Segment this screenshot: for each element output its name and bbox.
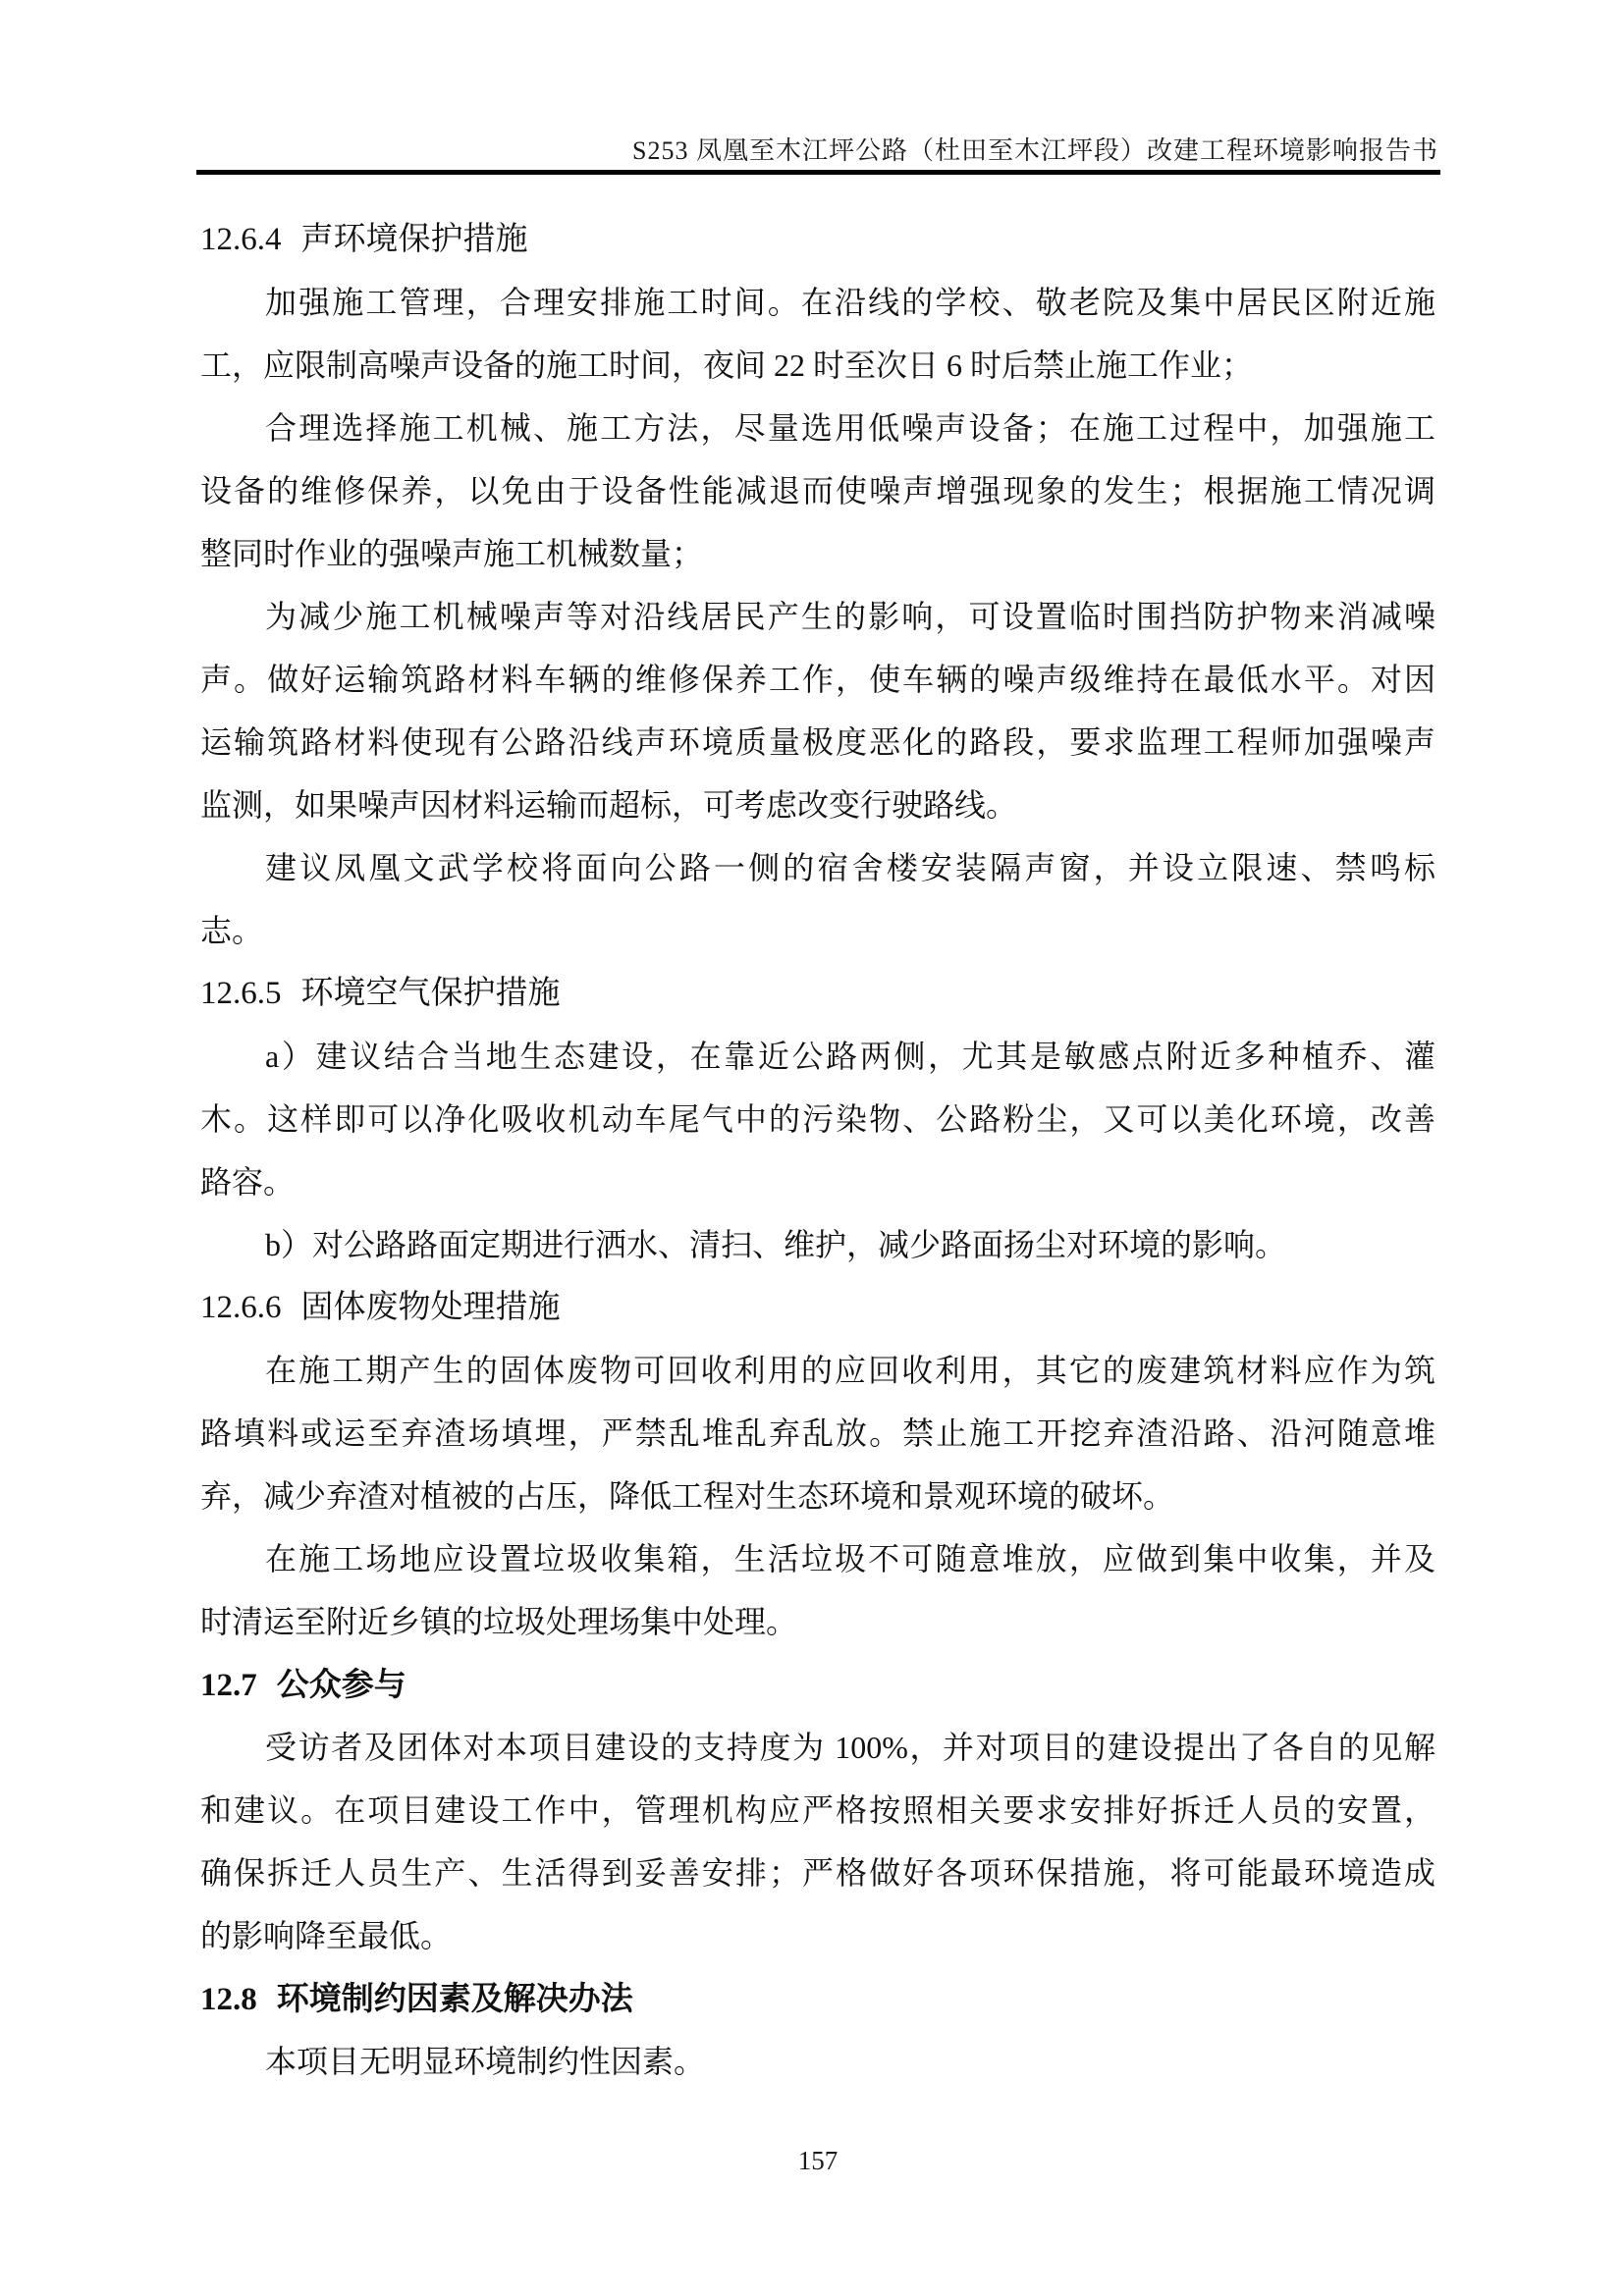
body-line: 受访者及团体对本项目建设的支持度为 100%，并对项目的建设提出了各自的见解	[265, 1730, 1435, 1765]
body-line: 加强施工管理，合理安排施工时间。在沿线的学校、敬老院及集中居民区附近施	[265, 285, 1435, 320]
body-line: 声。做好运输筑路材料车辆的维修保养工作，使车辆的噪声级维持在最低水平。对因	[200, 662, 1435, 697]
section-title: 声环境保护措施	[300, 222, 528, 257]
page-number: 157	[797, 2146, 839, 2175]
body-line: a）建议结合当地生态建设，在靠近公路两侧，尤其是敏感点附近多种植乔、灌	[265, 1039, 1435, 1074]
body-line: 建议凤凰文武学校将面向公路一侧的宿舍楼安装隔声窗，并设立限速、禁鸣标	[265, 850, 1435, 885]
section-title: 公众参与	[276, 1666, 406, 1702]
section-title: 环境制约因素及解决办法	[276, 1980, 633, 2016]
section-number: 12.6.6	[200, 1290, 282, 1325]
body-line: 时清运至附近乡镇的垃圾处理场集中处理。	[200, 1604, 798, 1639]
body-line: 运输筑路材料使现有公路沿线声环境质量极度恶化的路段，要求监理工程师加强噪声	[200, 724, 1435, 760]
body-line: 弃，减少弃渣对植被的占压，降低工程对生态环境和景观环境的破坏。	[200, 1478, 1175, 1514]
heading-12-7	[200, 1653, 1435, 1716]
body-line: 在施工场地应设置垃圾收集箱，生活垃圾不可随意堆放，应做到集中收集，并及	[265, 1541, 1435, 1576]
body-line: 确保拆迁人员生产、生活得到妥善安排；严格做好各项环保措施，将可能最环境造成	[200, 1855, 1435, 1891]
header-title: S253 凤凰至木江坪公路（杜田至木江坪段）改建工程环境影响报告书	[632, 136, 1438, 165]
body-line: 工，应限制高噪声设备的施工时间，夜间 22 时至次日 6 时后禁止施工作业；	[200, 347, 1254, 383]
heading-12-6-5	[200, 962, 1435, 1025]
section-number: 12.6.5	[200, 976, 282, 1011]
body-line: 为减少施工机械噪声等对沿线居民产生的影响，可设置临时围挡防护物来消减噪	[265, 599, 1435, 634]
body-line: 设备的维修保养，以免由于设备性能减退而使噪声增强现象的发生；根据施工情况调	[200, 473, 1435, 508]
body-line: 合理选择施工机械、施工方法，尽量选用低噪声设备；在施工过程中，加强施工	[265, 410, 1435, 446]
body-line: 监测，如果噪声因材料运输而超标，可考虑改变行驶路线。	[200, 787, 1018, 823]
document-body	[200, 208, 1435, 2093]
body-line: 路填料或运至弃渣场填埋，严禁乱堆乱弃乱放。禁止施工开挖弃渣沿路、沿河随意堆	[200, 1415, 1435, 1451]
body-line: 本项目无明显环境制约性因素。	[265, 2044, 706, 2079]
body-line: 路容。	[200, 1164, 296, 1200]
body-line: b）对公路路面定期进行洒水、清扫、维护，减少路面扬尘对环境的影响。	[265, 1227, 1287, 1262]
body-line: 志。	[200, 913, 264, 948]
section-title: 环境空气保护措施	[300, 976, 561, 1011]
page-footer	[200, 2146, 1435, 2176]
heading-12-6-6	[200, 1276, 1435, 1339]
section-number: 12.8	[200, 1982, 257, 2017]
body-line: 在施工期产生的固体废物可回收利用的应回收利用，其它的废建筑材料应作为筑	[265, 1353, 1435, 1388]
section-number: 12.7	[200, 1668, 257, 1703]
header-rule	[196, 170, 1440, 175]
section-number: 12.6.4	[200, 222, 282, 257]
body-line: 整同时作业的强噪声施工机械数量；	[200, 536, 704, 571]
heading-12-8	[200, 1967, 1435, 2030]
section-title: 固体废物处理措施	[300, 1290, 561, 1325]
body-line: 的影响降至最低。	[200, 1918, 453, 1953]
heading-12-6-4	[200, 208, 1435, 271]
body-line: 和建议。在项目建设工作中，管理机构应严格按照相关要求安排好拆迁人员的安置，	[200, 1792, 1435, 1828]
body-line: 木。这样即可以净化吸收机动车尾气中的污染物、公路粉尘，又可以美化环境，改善	[200, 1101, 1435, 1137]
